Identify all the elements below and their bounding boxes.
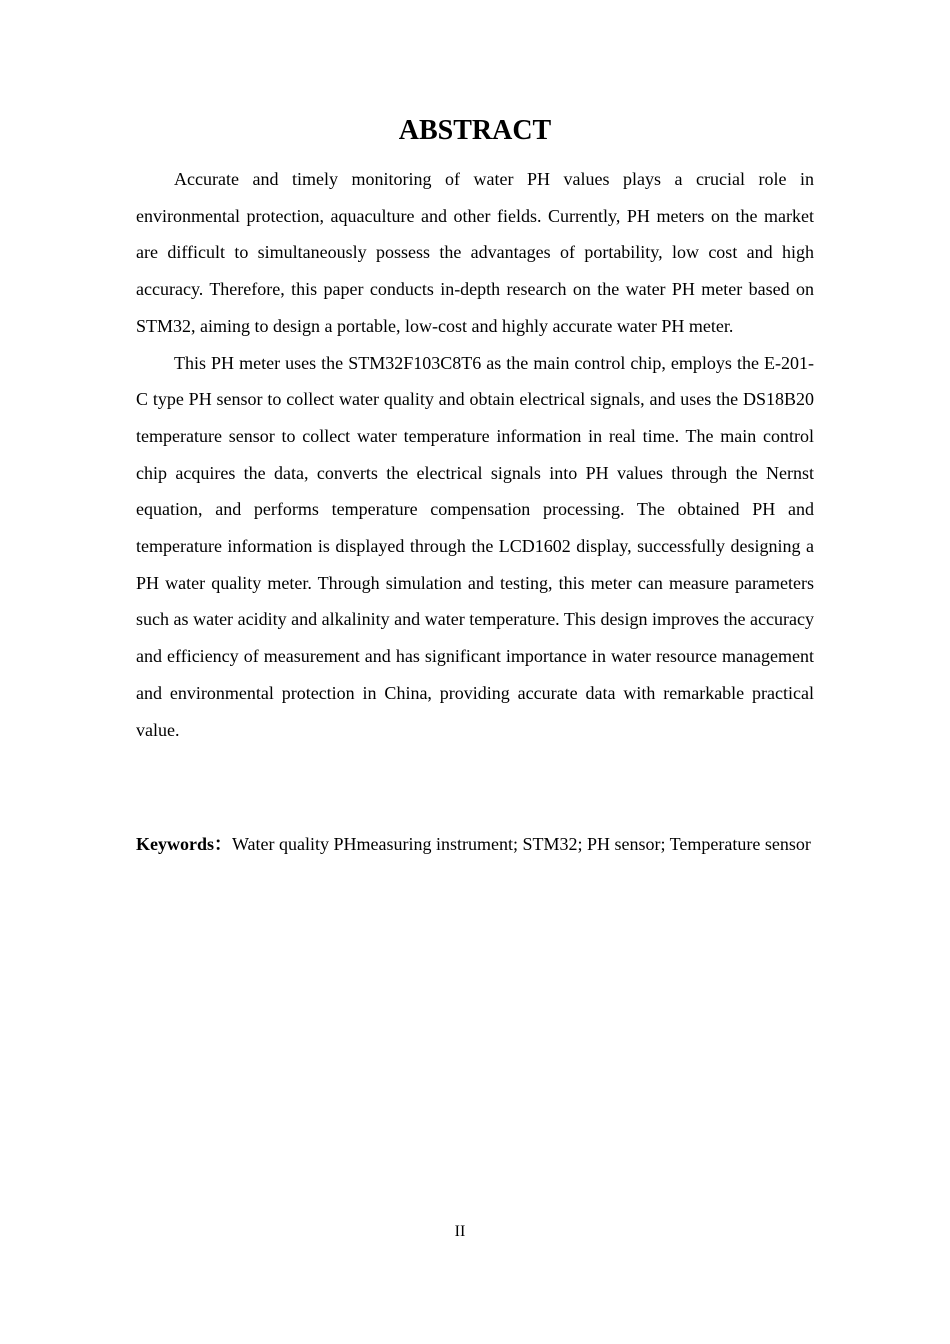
keywords-text: Water quality PHmeasuring instrument; STM32; PH sensor; Temperature sensor xyxy=(232,834,811,854)
abstract-paragraph-2: This PH meter uses the STM32F103C8T6 as the main control chip, employs the E-201-C type PH sensor to collect water quality and obtain electrical signals, and uses the DS18B20 temperature sensor to collect water temperature information in real time. The main control chip acquires the data, converts the electrical signals into PH values through the Nernst equation, and performs temperature compensation processing. The obtained PH and temperature information is displayed through the LCD1602 display, successfully designing a PH water quality meter. Through simulation and testing, this meter can measure parameters such as water acidity and alkalinity and water temperature. This design improves the accuracy and efficiency of measurement and has significant importance in water resource management and environmental protection in China, providing accurate data with remarkable practical value. xyxy=(136,352,814,740)
keywords-label: Keywords： xyxy=(136,834,232,854)
keywords-line xyxy=(136,833,814,855)
page-title: ABSTRACT xyxy=(398,115,552,146)
abstract-body xyxy=(136,161,814,748)
page-number: II xyxy=(454,1223,466,1240)
abstract-paragraph-1: Accurate and timely monitoring of water PH values plays a crucial role in environmental protection, aquaculture and other fields. Currently, PH meters on the market are difficult to simultaneously possess the advantages of portability, low cost and high accuracy. Therefore, this paper conducts in-depth research on the water PH meter based on STM32, aiming to design a portable, low-cost and highly accurate water PH meter. xyxy=(136,169,814,336)
